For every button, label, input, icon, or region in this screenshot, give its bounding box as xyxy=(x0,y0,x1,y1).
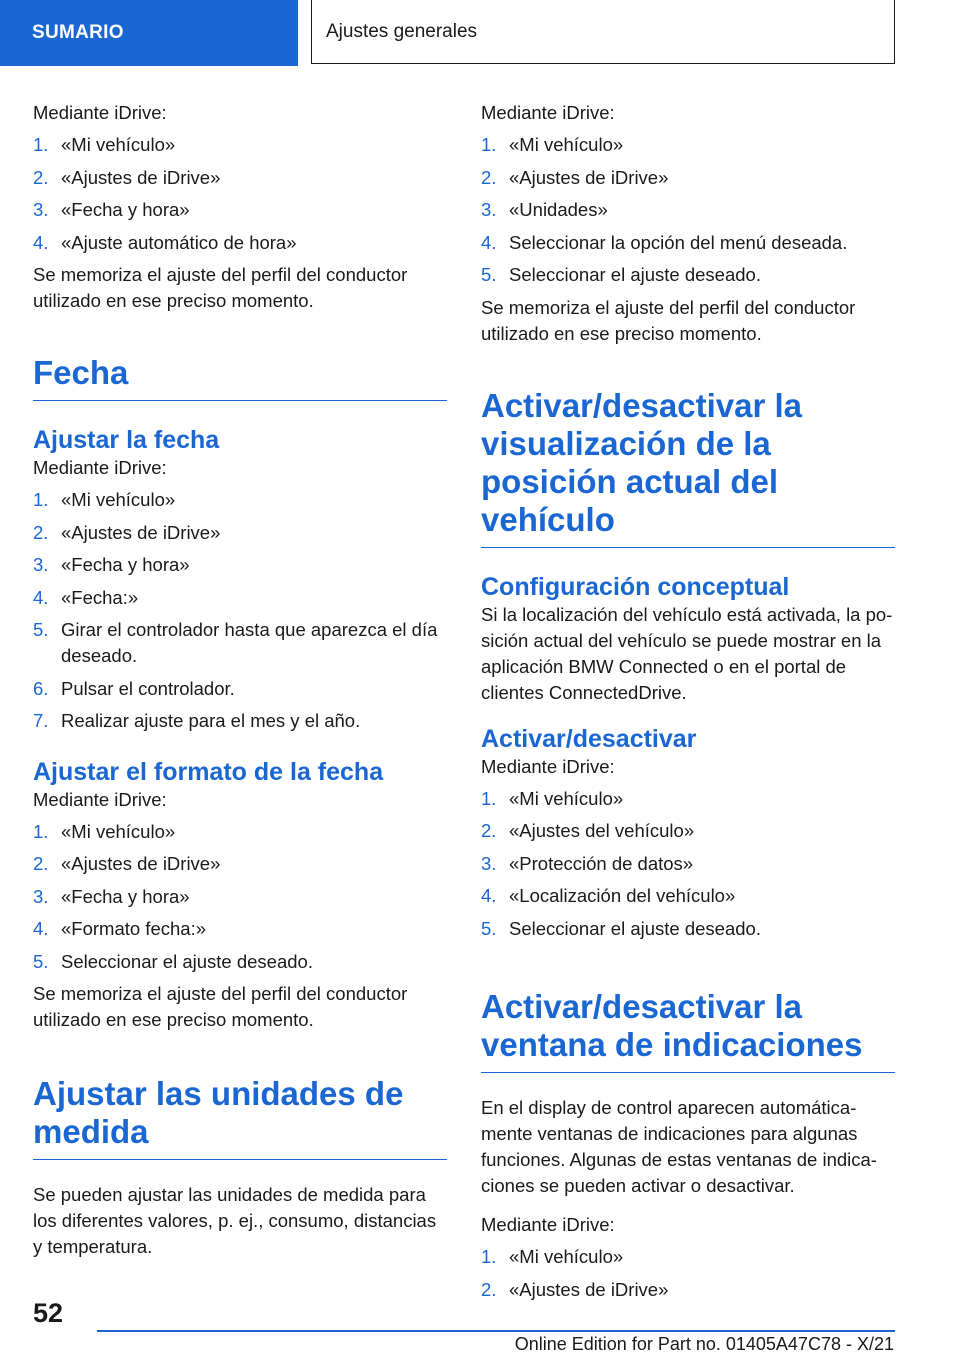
list-item xyxy=(33,676,447,702)
step-text: «Ajustes de iDrive» xyxy=(509,1278,669,1300)
page-header xyxy=(0,0,960,66)
step-number: 2. xyxy=(33,166,49,188)
step-text: «Mi vehículo» xyxy=(509,134,624,155)
step-text: «Ajustes de iDrive» xyxy=(61,521,221,543)
subheading-configuracion: Configuración conceptual xyxy=(481,572,790,601)
section-heading-posicion: Activar/desactivar la visualización de la posición actual del vehículo xyxy=(481,387,895,548)
step-text: «Fecha y hora» xyxy=(61,554,190,575)
step-text: «Mi vehículo» xyxy=(61,820,176,842)
intro-text: Mediante iDrive: xyxy=(481,1214,615,1235)
step-number: 2. xyxy=(481,1278,497,1300)
step-number: 2. xyxy=(481,166,497,188)
step-text: «Ajuste automático de hora» xyxy=(61,231,297,253)
step-number: 1. xyxy=(33,134,49,155)
list-item xyxy=(33,708,447,734)
step-text: Seleccionar la opción del menú deseada. xyxy=(509,231,848,253)
intro-text: Mediante iDrive: xyxy=(481,755,615,777)
list-item xyxy=(481,165,895,191)
step-list xyxy=(33,487,447,734)
subheading-formato-fecha: Ajustar el formato de la fecha xyxy=(33,757,384,786)
step-number: 3. xyxy=(33,554,49,575)
list-item xyxy=(481,230,895,256)
step-text: Seleccionar el ajuste deseado. xyxy=(61,950,313,972)
left-column xyxy=(33,100,447,1260)
step-text: «Localización del vehículo» xyxy=(509,885,736,906)
step-number: 1. xyxy=(33,820,49,842)
note-text: Se memoriza el ajuste del perfil del conductor utilizado en ese preciso momento. xyxy=(481,296,856,344)
list-item xyxy=(33,884,447,910)
body-text: Se pueden ajustar las unidades de medida para los diferentes valores, p. ej., consumo, distancias y temperatura. xyxy=(33,1184,437,1257)
step-number: 1. xyxy=(33,489,49,510)
list-item xyxy=(33,132,447,158)
right-column xyxy=(481,100,895,1309)
step-number: 5. xyxy=(481,264,497,285)
section-title: Ajustes generales xyxy=(311,0,895,64)
list-item xyxy=(33,949,447,975)
step-number: 3. xyxy=(33,885,49,907)
note-text: Se memoriza el ajuste del perfil del conductor utilizado en ese preciso momento. xyxy=(33,983,408,1030)
step-number: 4. xyxy=(481,231,497,253)
step-text: «Ajustes de iDrive» xyxy=(61,166,221,188)
list-item xyxy=(33,851,447,877)
intro-text: Mediante iDrive: xyxy=(481,102,615,123)
step-list xyxy=(481,786,895,942)
intro-text: Mediante iDrive: xyxy=(33,457,167,478)
list-item xyxy=(481,883,895,909)
step-number: 5. xyxy=(33,619,49,640)
subheading-activar: Activar/desactivar xyxy=(481,724,697,753)
step-number: 5. xyxy=(481,917,497,939)
list-item xyxy=(33,819,447,845)
step-text: «Ajustes de iDrive» xyxy=(61,853,221,874)
step-text: «Protección de datos» xyxy=(509,852,694,874)
step-text: «Ajustes de iDrive» xyxy=(509,166,669,188)
step-text: «Fecha y hora» xyxy=(61,885,190,907)
step-number: 1. xyxy=(481,134,497,155)
list-item xyxy=(481,851,895,877)
list-item xyxy=(33,617,447,669)
intro-text: Mediante iDrive: xyxy=(33,102,167,123)
step-list xyxy=(481,132,895,288)
step-number: 2. xyxy=(33,853,49,874)
list-item xyxy=(481,786,895,812)
list-item xyxy=(33,197,447,223)
step-text: «Mi vehículo» xyxy=(61,134,176,155)
step-text: «Unidades» xyxy=(509,199,608,220)
step-text: «Mi vehículo» xyxy=(509,1246,624,1267)
step-number: 1. xyxy=(481,787,497,809)
step-text: «Ajustes del vehículo» xyxy=(509,820,695,841)
step-number: 2. xyxy=(481,820,497,841)
step-number: 4. xyxy=(33,918,49,939)
step-number: 6. xyxy=(33,677,49,699)
list-item xyxy=(33,487,447,513)
list-item xyxy=(481,197,895,223)
footer-divider xyxy=(97,1330,895,1332)
step-text: Realizar ajuste para el mes y el año. xyxy=(61,710,361,731)
step-list xyxy=(33,132,447,256)
list-item xyxy=(481,1244,895,1270)
list-item xyxy=(33,585,447,611)
subheading-ajustar-fecha: Ajustar la fecha xyxy=(33,426,220,454)
step-text: Seleccionar el ajuste deseado. xyxy=(509,264,761,285)
step-text: Seleccionar el ajuste deseado. xyxy=(509,917,761,939)
step-number: 7. xyxy=(33,710,49,731)
step-text: «Fecha:» xyxy=(61,586,139,608)
step-text: «Fecha y hora» xyxy=(61,199,190,220)
edition-text: Online Edition for Part no. 01405A47C78 - X/21 xyxy=(514,1334,894,1354)
step-number: 4. xyxy=(481,885,497,906)
list-item xyxy=(481,916,895,942)
step-number: 4. xyxy=(33,231,49,253)
note-text: Se memoriza el ajuste del perfil del conductor utilizado en ese preciso momento. xyxy=(33,264,408,311)
list-item xyxy=(481,262,895,288)
step-number: 3. xyxy=(481,199,497,220)
section-heading-fecha: Fecha xyxy=(33,354,447,401)
step-number: 2. xyxy=(33,521,49,543)
intro-text: Mediante iDrive: xyxy=(33,788,167,810)
step-text: Pulsar el controlador. xyxy=(61,677,235,699)
body-text: Si la localización del vehículo está activada, la po-sición actual del vehículo se puede mostrar en la aplicación BMW Connected o en el portal de clientes ConnectedDrive. xyxy=(481,603,893,703)
page-number: 52 xyxy=(33,1298,64,1328)
step-number: 3. xyxy=(33,199,49,220)
step-text: «Mi vehículo» xyxy=(61,489,176,510)
list-item xyxy=(481,818,895,844)
list-item xyxy=(481,132,895,158)
step-list xyxy=(33,819,447,975)
step-list xyxy=(481,1244,895,1303)
list-item xyxy=(481,1277,895,1303)
step-text: «Mi vehículo» xyxy=(509,787,624,809)
list-item xyxy=(33,520,447,546)
step-text: «Formato fecha:» xyxy=(61,918,206,939)
step-number: 4. xyxy=(33,586,49,608)
step-number: 3. xyxy=(481,852,497,874)
body-text: En el display de control aparecen automática-mente ventanas de indicaciones para algunas funciones. Algunas de estas ventanas de indica-ciones se pueden activar o desactivar. xyxy=(481,1097,877,1196)
step-number: 1. xyxy=(481,1246,497,1267)
list-item xyxy=(33,916,447,942)
section-heading-ventana: Activar/desactivar la ventana de indicaciones xyxy=(481,988,895,1073)
section-heading-unidades: Ajustar las unidades de medida xyxy=(33,1075,447,1160)
step-text: Girar el controlador hasta que aparezca el día deseado. xyxy=(61,619,438,666)
step-number: 5. xyxy=(33,950,49,972)
list-item xyxy=(33,165,447,191)
list-item xyxy=(33,230,447,256)
sumario-tab[interactable]: SUMARIO xyxy=(0,0,298,66)
list-item xyxy=(33,552,447,578)
